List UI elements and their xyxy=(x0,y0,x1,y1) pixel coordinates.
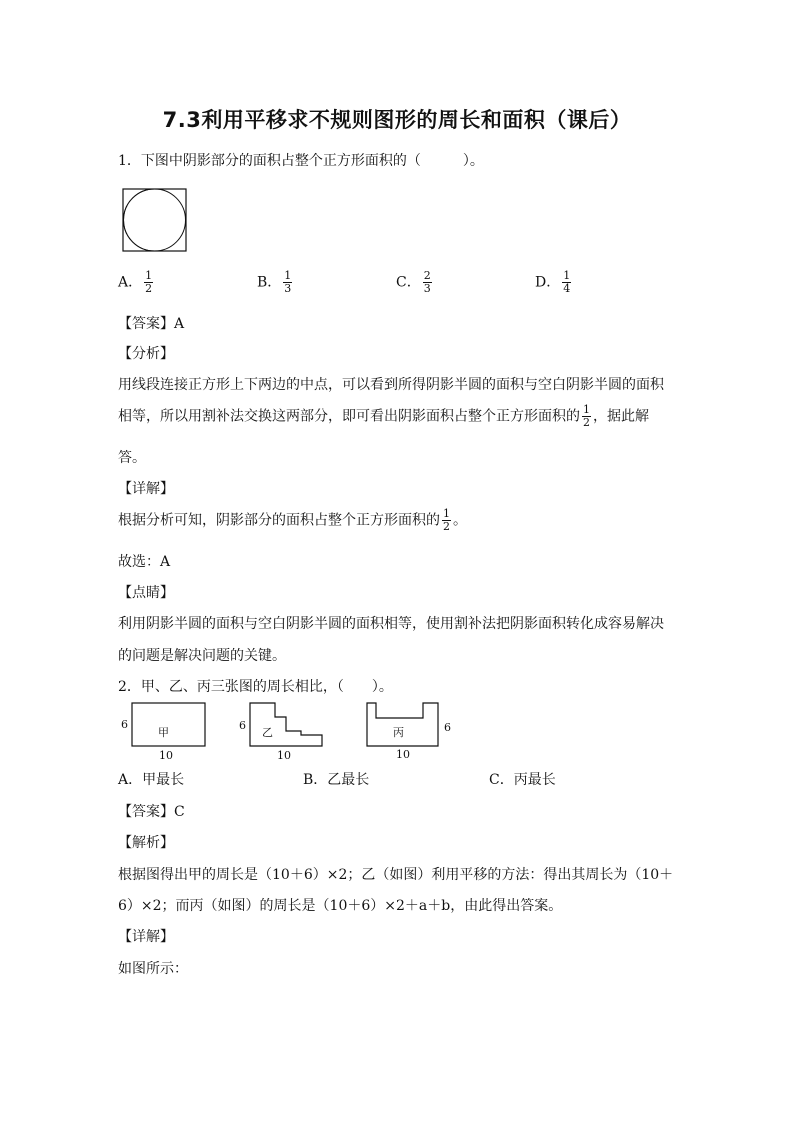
q2-answer: 【答案】C xyxy=(118,804,185,820)
page-title: 7.3利用平移求不规则图形的周长和面积（课后） xyxy=(162,108,632,132)
q2-option-b: B．乙最长 xyxy=(303,772,370,788)
q2-figure-jia-height: 6 xyxy=(121,718,128,731)
q2-analysis-line1: 根据图得出甲的周长是（10＋6）×2；乙（如图）利用平移的方法：得出其周长为（10＋ xyxy=(118,867,674,883)
q1-analysis-line1: 用线段连接正方形上下两边的中点，可以看到所得阴影半圆的面积与空白阴影半圆的面积 xyxy=(118,377,664,393)
q2-figure-bing-height: 6 xyxy=(444,721,451,734)
q1-detail-line: 根据分析可知，阴影部分的面积占整个正方形面积的 $\frac{1}{2}$ 。 xyxy=(118,507,467,533)
q2-analysis-heading: 【解析】 xyxy=(118,835,174,851)
q2-stem: 2．甲、乙、丙三张图的周长相比，（ ）。 xyxy=(118,679,393,695)
q1-comment-heading: 【点睛】 xyxy=(118,585,174,601)
q2-detail-line: 如图所示： xyxy=(118,961,188,977)
q2-figure-yi-height: 6 xyxy=(239,719,246,732)
q1-detail-heading: 【详解】 xyxy=(118,481,174,497)
q1-analysis-line3: 答。 xyxy=(118,450,146,466)
q1-comment-line1: 利用阴影半圆的面积与空白阴影半圆的面积相等，使用割补法把阴影面积转化成容易解决 xyxy=(118,616,664,632)
q1-option-c: C． $\frac{2}{3}$ xyxy=(396,269,431,295)
q1-stem: 1．下图中阴影部分的面积占整个正方形面积的（ ）。 xyxy=(118,153,484,169)
q2-analysis-line2: 6）×2；而丙（如图）的周长是（10＋6）×2＋a＋b，由此得出答案。 xyxy=(118,898,563,914)
q1-analysis-line2: 相等，所以用割补法交换这两部分，即可看出阴影面积占整个正方形面积的 $\frac{1}{2}$ ，据此解 xyxy=(118,403,649,429)
q2-figure-yi-width: 10 xyxy=(277,749,291,762)
q2-figure-bing-name: 丙 xyxy=(393,726,404,739)
q1-analysis-heading: 【分析】 xyxy=(118,346,174,362)
q2-figure-bing-width: 10 xyxy=(396,748,410,761)
q1-comment-line2: 的问题是解决问题的关键。 xyxy=(118,648,286,664)
q2-detail-heading: 【详解】 xyxy=(118,929,174,945)
q2-figure-jia-width: 10 xyxy=(159,749,173,762)
q1-answer: 【答案】A xyxy=(118,316,185,332)
q2-figure-jia xyxy=(130,702,208,748)
q1-figure xyxy=(122,188,188,252)
q2-figure-yi-name: 乙 xyxy=(262,726,273,739)
q2-option-a: A．甲最长 xyxy=(118,772,185,788)
q1-option-b: B． $\frac{1}{3}$ xyxy=(257,269,292,295)
q2-figure-jia-name: 甲 xyxy=(158,726,169,739)
q1-option-d: D． $\frac{1}{4}$ xyxy=(535,269,571,295)
q2-option-c: C．丙最长 xyxy=(489,772,556,788)
q2-figure-yi xyxy=(248,702,328,748)
q1-option-a: A． $\frac{1}{2}$ xyxy=(118,269,153,295)
q1-choice: 故选：A xyxy=(118,554,171,570)
